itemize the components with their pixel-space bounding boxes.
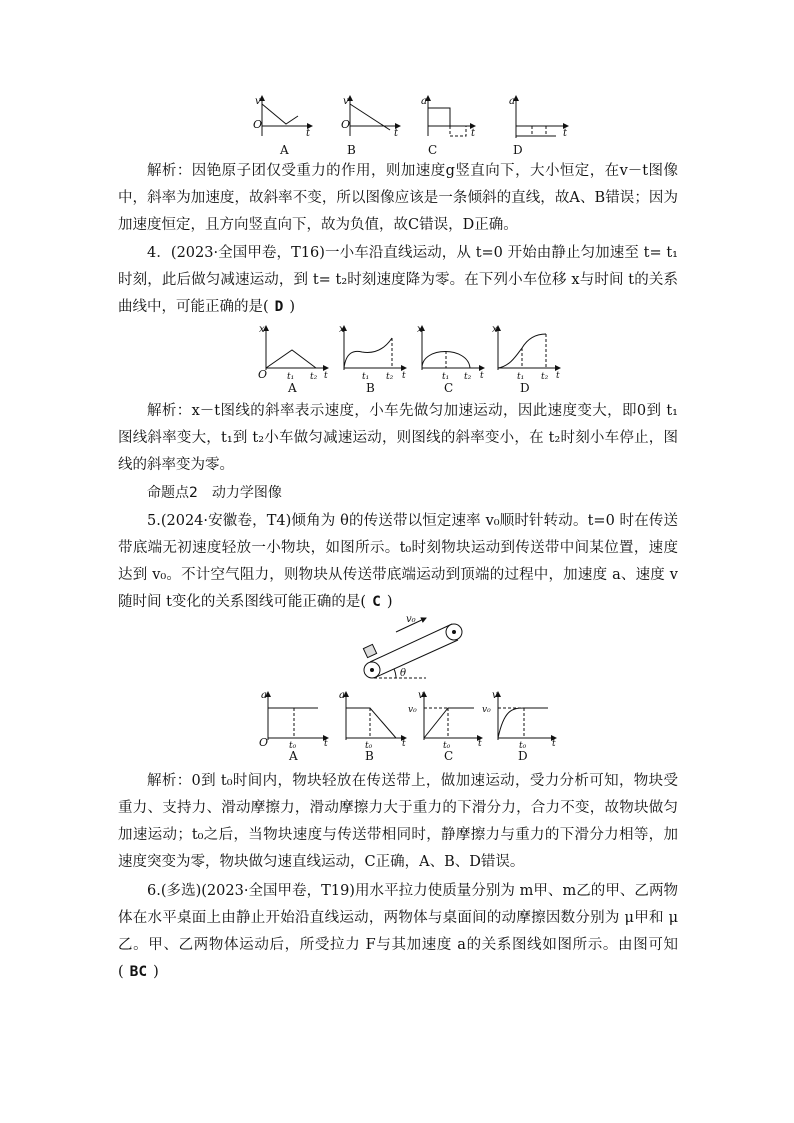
svg-text:t₁: t₁	[362, 372, 370, 382]
svg-text:v: v	[255, 96, 261, 107]
q4-figure	[258, 322, 568, 394]
q3-graph-d	[509, 96, 568, 157]
svg-text:x: x	[417, 324, 423, 335]
svg-text:v₀: v₀	[408, 705, 417, 715]
svg-text:t: t	[480, 371, 484, 381]
q4-answer: D	[274, 299, 284, 315]
q5-figure	[258, 688, 558, 762]
section-heading: 命题点2 动力学图像	[147, 485, 282, 501]
svg-text:t: t	[563, 128, 568, 139]
svg-text:B: B	[347, 143, 356, 157]
svg-text:t₁: t₁	[442, 372, 450, 382]
q6-answer: BC	[129, 964, 148, 980]
q5-graph-c	[408, 690, 482, 763]
q4-stem: 4．(2023·全国甲卷，T16)一小车沿直线运动，从 t=0 开始由静止匀加速至 t= t₁时刻，此后做匀减速运动，到 t= t₂时刻速度降为零。在下列小车位移 x与时间 t的关系曲线中，可能正确的是( D )	[118, 245, 678, 315]
svg-text:a: a	[421, 96, 427, 107]
q5-belt-figure	[356, 612, 476, 688]
svg-text:v₀: v₀	[482, 705, 491, 715]
q4-graph-a	[258, 324, 328, 395]
svg-text:A: A	[289, 749, 298, 763]
svg-text:x: x	[492, 324, 498, 335]
svg-text:C: C	[444, 749, 454, 763]
svg-text:t₁: t₁	[287, 372, 295, 382]
svg-text:O: O	[259, 736, 269, 749]
q5-graph-b	[339, 690, 406, 763]
q5-graph-d	[482, 690, 556, 763]
svg-text:B: B	[365, 749, 374, 763]
block-object	[363, 644, 376, 657]
svg-text:A: A	[288, 381, 297, 395]
q5-analysis: 解析：0到 t₀时间内，物块轻放在传送带上，做加速运动，受力分析可知，物块受重力、支持力、滑动摩擦力，滑动摩擦力大于重力的下滑分力，合力不变，故物块做匀加速运动；t₀之后，当物块速度与传送带相同时，静摩擦力与重力的下滑分力相等，加速度突变为零，物块做匀速直线运动，C正确，A、B、D错误。	[118, 773, 678, 870]
svg-text:t₁: t₁	[517, 372, 525, 382]
svg-text:B: B	[366, 381, 375, 395]
svg-text:v: v	[492, 690, 498, 701]
svg-text:a: a	[339, 690, 345, 701]
q4-graph-b	[339, 324, 406, 395]
q5-stem: 5.(2024·安徽卷，T4)倾角为 θ的传送带以恒定速率 v₀顺时针转动。t=0 时在传送带底端无初速度轻放一小物块，如图所示。t₀时刻物块运动到传送带中间某位置，速度达到 v₀。不计空气阻力，则物块从传送带底端运动到顶端的过程中，加速度 a、速度 v随时间 t变化的关系图线可能正确的是( C )	[118, 513, 678, 610]
q4-graph-d	[492, 324, 560, 395]
svg-text:t₂: t₂	[386, 372, 394, 382]
q3-analysis: 解析：因铯原子团仅受重力的作用，则加速度g竖直向下，大小恒定，在v－t图像中，斜率为加速度，故斜率不变，所以图像应该是一条倾斜的直线，故A、B错误；因为加速度恒定，且方向竖直向下，故为负值，故C错误，D正确。	[118, 163, 678, 233]
svg-text:O: O	[253, 118, 263, 131]
svg-text:t: t	[556, 371, 560, 381]
svg-text:t₀: t₀	[519, 741, 527, 751]
svg-text:t₀: t₀	[365, 741, 373, 751]
svg-text:x: x	[259, 324, 265, 335]
svg-text:v: v	[418, 690, 424, 701]
svg-text:A: A	[280, 143, 289, 157]
svg-text:a: a	[261, 690, 267, 701]
svg-text:t₂: t₂	[310, 372, 318, 382]
svg-text:t: t	[402, 739, 406, 749]
svg-text:D: D	[518, 749, 528, 763]
svg-text:t₂: t₂	[464, 372, 472, 382]
svg-text:v: v	[343, 96, 349, 107]
svg-text:θ: θ	[400, 668, 407, 679]
svg-text:a: a	[509, 96, 515, 107]
q5-graph-a	[259, 690, 328, 763]
q5-answer: C	[372, 594, 381, 610]
svg-text:t₀: t₀	[443, 741, 451, 751]
q4-analysis: 解析：x－t图线的斜率表示速度，小车先做匀加速运动，因此速度变大，即0到 t₁图线斜率变大，t₁到 t₂小车做匀减速运动，则图线的斜率变小，在 t₂时刻小车停止，图线的斜率变为零。	[118, 403, 678, 473]
svg-text:t: t	[402, 371, 406, 381]
svg-text:t: t	[478, 739, 482, 749]
svg-text:x: x	[339, 324, 345, 335]
svg-text:t: t	[324, 739, 328, 749]
svg-text:O: O	[341, 118, 351, 131]
svg-text:t: t	[306, 128, 311, 139]
svg-text:t₀: t₀	[289, 741, 297, 751]
svg-text:v₀: v₀	[406, 614, 416, 625]
q3-graph-a	[253, 96, 312, 157]
q3-graph-c	[421, 96, 476, 157]
q6-stem: 6.(多选)(2023·全国甲卷，T19)用水平拉力使质量分别为 m甲、m乙的甲、乙两物体在水平桌面上由静止开始沿直线运动，两物体与桌面间的动摩擦因数分别为 μ甲和 μ乙。甲、乙两物体运动后，所受拉力 F与其加速度 a的关系图线如图所示。由图可知( BC )	[118, 883, 678, 980]
q4-graph-c	[417, 324, 484, 395]
svg-text:t: t	[324, 371, 328, 381]
svg-text:t₂: t₂	[541, 372, 549, 382]
svg-text:D: D	[520, 381, 530, 395]
svg-text:O: O	[258, 368, 268, 381]
q3-figure	[250, 92, 580, 158]
svg-text:C: C	[444, 381, 454, 395]
svg-text:t: t	[552, 739, 556, 749]
svg-text:C: C	[428, 143, 438, 157]
svg-text:t: t	[471, 128, 476, 139]
q3-graph-b	[341, 96, 400, 157]
svg-text:t: t	[394, 128, 399, 139]
svg-text:D: D	[513, 143, 523, 157]
